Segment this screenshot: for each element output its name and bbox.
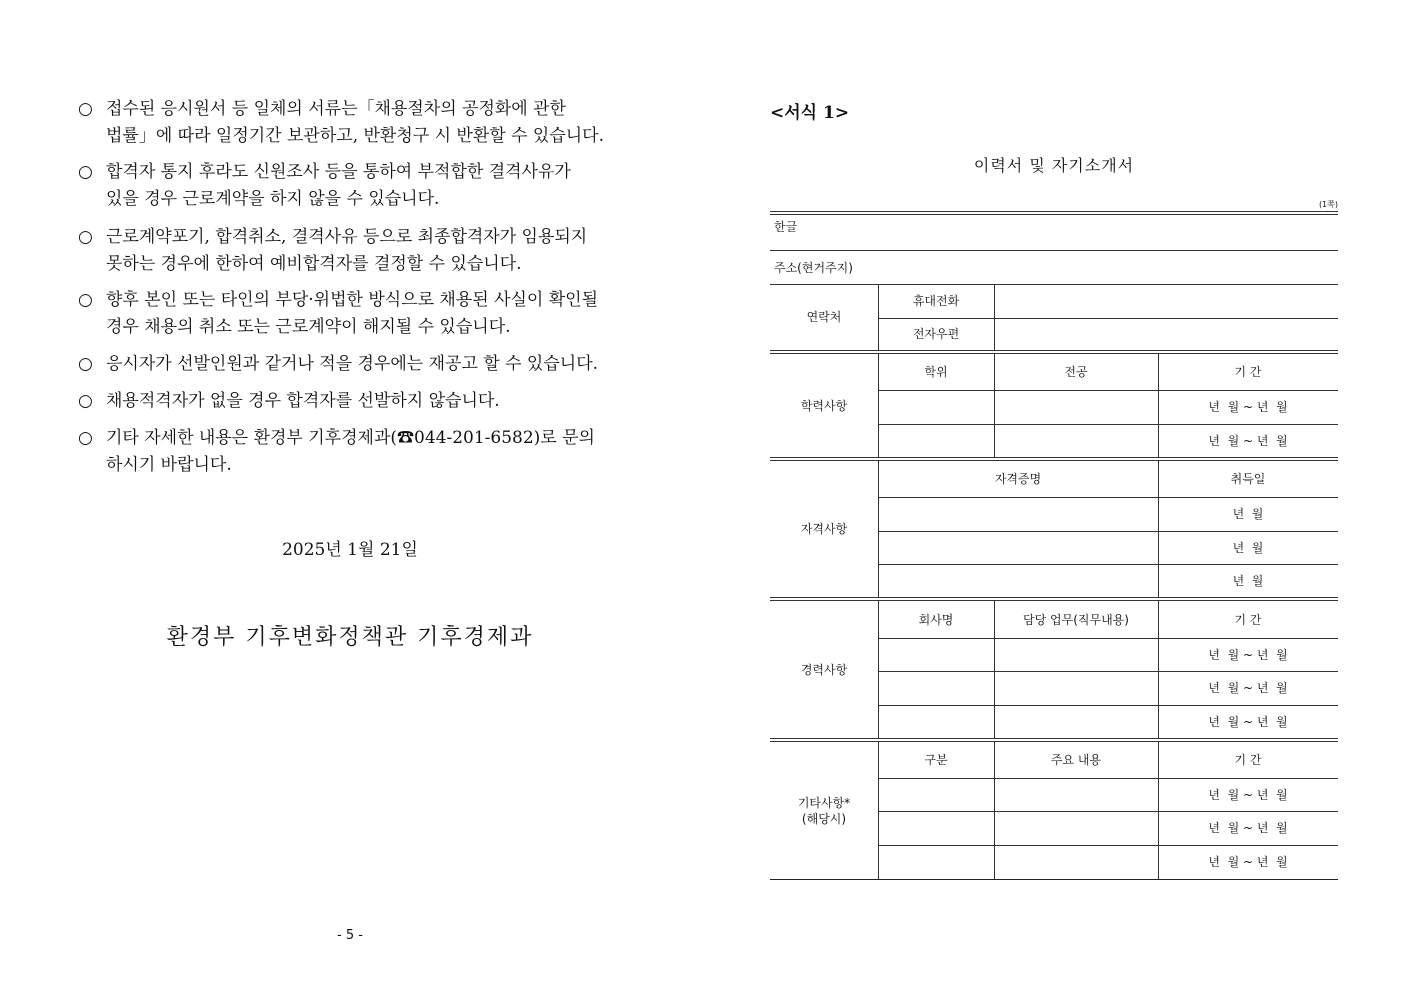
address-label: 주소(현거주지) (774, 260, 853, 275)
certificate-date-cell[interactable]: 년 월 (1232, 573, 1264, 588)
education-period-cell[interactable]: 년 월 ~ 년 월 (1208, 400, 1288, 414)
period-header: 기 간 (1234, 365, 1262, 379)
acquired-date-header: 취득일 (1230, 472, 1266, 486)
notice-line: 근로계약포기, 합격취소, 결격사유 등으로 최종합격자가 임용되지 (106, 227, 588, 247)
other-period-cell[interactable]: 년 월 ~ 년 월 (1208, 821, 1288, 835)
notice-line: 경우 채용의 취소 또는 근로계약이 해지될 수 있습니다. (106, 317, 511, 337)
circle-bullet-icon: ○ (78, 428, 93, 448)
duty-header: 담당 업무(직무내용) (1023, 612, 1129, 627)
form-label: <서식 1> (770, 103, 850, 123)
certificates-label: 자격사항 (800, 522, 848, 536)
education-period-cell[interactable]: 년 월 ~ 년 월 (1208, 433, 1288, 448)
other-label-block (770, 742, 878, 879)
notice-item (78, 425, 638, 479)
notice-line: 못하는 경우에 한하여 예비합격자를 결정할 수 있습니다. (106, 254, 522, 274)
notice-item (78, 159, 638, 213)
major-header: 전공 (1064, 365, 1088, 379)
column-divider (994, 284, 995, 350)
period-header: 기 간 (1234, 612, 1262, 627)
other-label: 기타사항* (797, 795, 851, 810)
education-label: 학력사항 (800, 398, 848, 413)
career-period-cell[interactable]: 년 월 ~ 년 월 (1208, 681, 1288, 695)
period-header: 기 간 (1234, 753, 1262, 767)
company-header: 회사명 (918, 612, 954, 627)
mobile-phone-label: 휴대전화 (912, 294, 960, 308)
announcement-date: 2025년 1월 21일 (282, 540, 418, 560)
certificate-date-cell[interactable]: 년 월 (1232, 540, 1264, 555)
email-label: 전자우편 (912, 327, 960, 341)
notice-line: 하시기 바랍니다. (106, 455, 232, 475)
contact-label: 연락처 (806, 310, 842, 324)
other-period-cell[interactable]: 년 월 ~ 년 월 (1208, 855, 1288, 869)
notice-item (78, 388, 638, 415)
circle-bullet-icon: ○ (78, 162, 93, 182)
table-border (770, 879, 1338, 880)
circle-bullet-icon: ○ (78, 227, 93, 247)
notice-line: 응시자가 선발인원과 같거나 적을 경우에는 재공고 할 수 있습니다. (106, 354, 599, 374)
notice-line: 접수된 응시원서 등 일체의 서류는「채용절차의 공정화에 관한 (106, 99, 566, 119)
name-label: 한글 (774, 220, 798, 234)
certificate-name-header: 자격증명 (994, 472, 1042, 486)
category-header: 구분 (924, 753, 948, 767)
certificate-date-cell[interactable]: 년 월 (1232, 507, 1264, 521)
address-input-area[interactable] (880, 251, 1336, 284)
mobile-phone-input-area[interactable] (996, 285, 1336, 317)
notice-line: 합격자 통지 후라도 신원조사 등을 통하여 부적합한 결격사유가 (106, 162, 571, 182)
notice-line: 있을 경우 근로계약을 하지 않을 수 있습니다. (106, 189, 440, 209)
notice-line: 채용적격자가 없을 경우 합격자를 선발하지 않습니다. (106, 391, 500, 411)
organization-name: 환경부 기후변화정책관 기후경제과 (166, 625, 534, 650)
other-sublabel: (해당시) (801, 811, 847, 826)
main-content-header: 주요 내용 (1050, 753, 1102, 767)
circle-bullet-icon: ○ (78, 354, 93, 374)
name-input-area[interactable] (880, 214, 1336, 250)
career-label: 경력사항 (800, 662, 848, 677)
notice-line: 향후 본인 또는 타인의 부당·위법한 방식으로 채용된 사실이 확인될 (106, 290, 599, 310)
career-period-cell[interactable]: 년 월 ~ 년 월 (1208, 647, 1288, 662)
other-period-cell[interactable]: 년 월 ~ 년 월 (1208, 787, 1288, 802)
career-period-cell[interactable]: 년 월 ~ 년 월 (1208, 714, 1288, 729)
degree-header: 학위 (924, 365, 948, 379)
notice-line: 법률」에 따라 일정기간 보관하고, 반환청구 시 반환할 수 있습니다. (106, 126, 605, 146)
notice-item (78, 351, 638, 378)
page-note: (1쪽) (1318, 200, 1338, 209)
notice-item (78, 96, 638, 150)
circle-bullet-icon: ○ (78, 290, 93, 310)
form-title: 이력서 및 자기소개서 (973, 156, 1135, 175)
notice-page (0, 0, 700, 992)
circle-bullet-icon: ○ (78, 99, 93, 119)
notice-line: 기타 자세한 내용은 환경부 기후경제과(☎044-201-6582)로 문의 (106, 428, 595, 448)
notice-item (78, 224, 638, 278)
notice-item (78, 287, 638, 341)
email-input-area[interactable] (996, 319, 1336, 349)
circle-bullet-icon: ○ (78, 391, 93, 411)
page-number: - 5 - (337, 928, 363, 943)
